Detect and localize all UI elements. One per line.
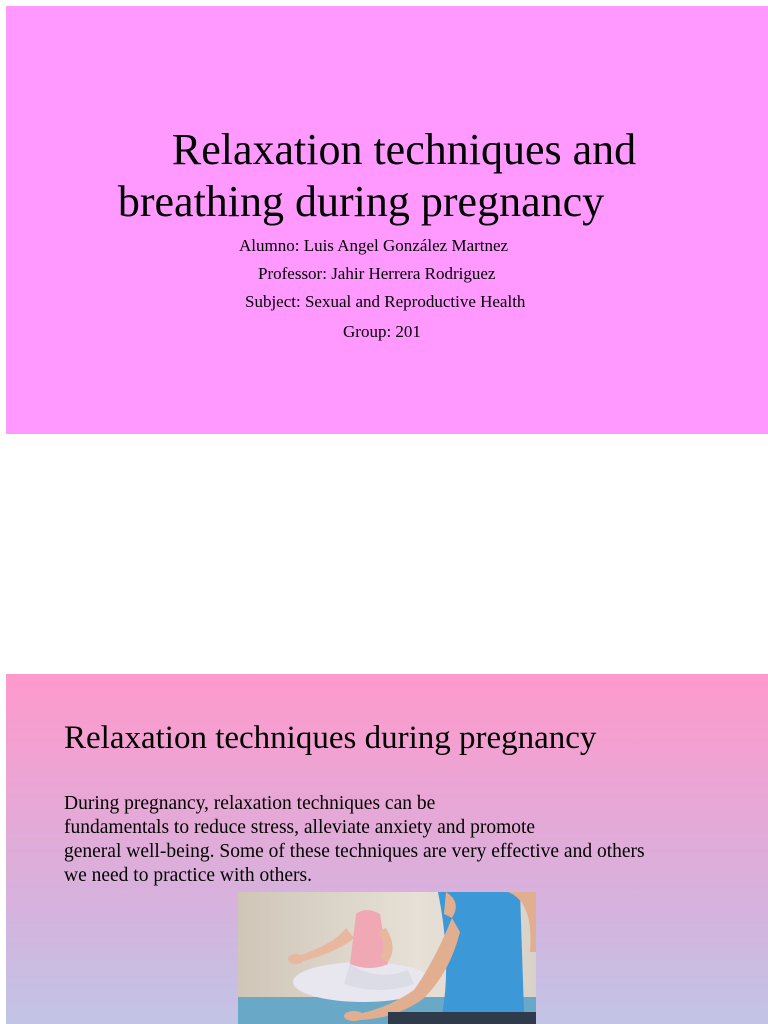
pregnant-women-yoga-photo	[238, 892, 536, 1024]
slide-body-text	[64, 792, 645, 888]
body-line: we need to practice with others.	[64, 865, 312, 886]
slide-title-heading	[6, 124, 716, 228]
subject-name: Subject: Sexual and Reproductive Health	[245, 292, 526, 311]
slide-relaxation	[6, 674, 768, 1024]
slide-title	[6, 6, 768, 434]
slide-heading: Relaxation techniques during pregnancy	[64, 720, 597, 756]
title-line-2: breathing during pregnancy	[117, 177, 605, 226]
professor-name: Professor: Jahir Herrera Rodriguez	[258, 264, 496, 283]
body-line: During pregnancy, relaxation techniques can be	[64, 793, 436, 814]
group-number: Group: 201	[343, 322, 421, 341]
body-line: fundamentals to reduce stress, alleviate anxiety and promote	[64, 817, 536, 838]
student-name: Alumno: Luis Angel González Martnez	[239, 236, 509, 255]
title-line-1: Relaxation techniques and	[171, 125, 637, 174]
body-line: general well-being. Some of these techniques are very effective and others	[64, 841, 645, 862]
